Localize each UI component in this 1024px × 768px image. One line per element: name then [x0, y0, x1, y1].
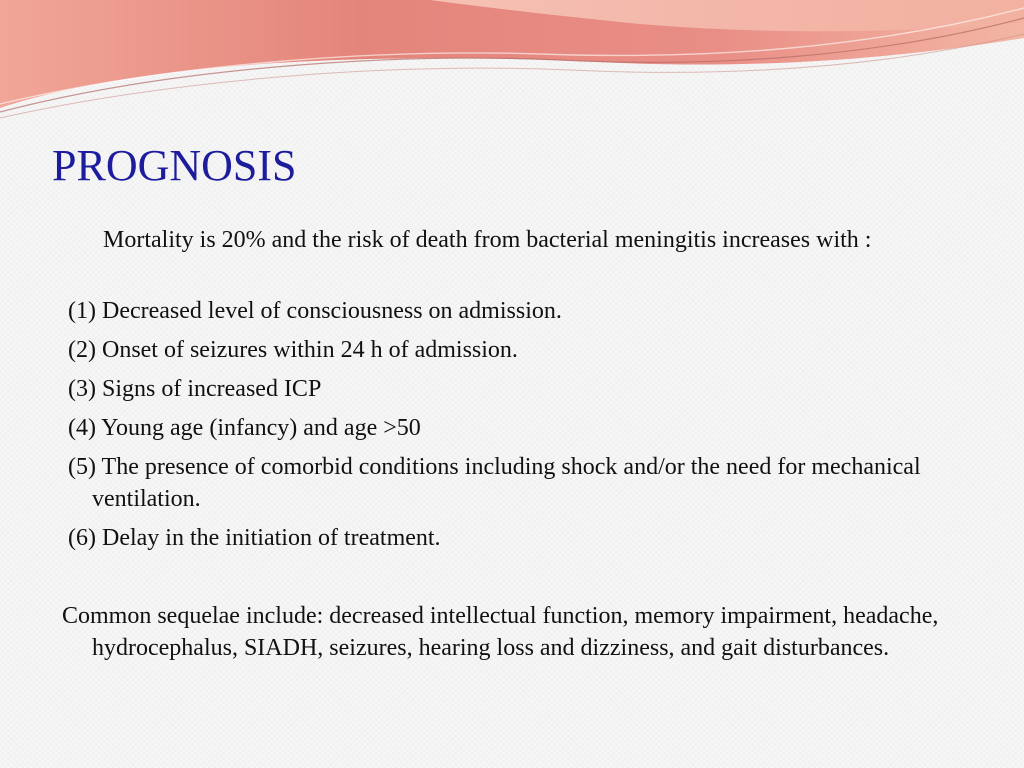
- intro-paragraph: [62, 224, 942, 256]
- list-item: (2) Onset of seizures within 24 h of admission.: [68, 337, 518, 363]
- list-item: (5) The presence of comorbid conditions including shock and/or the need for mechanical ventilation.: [68, 454, 921, 512]
- list-item: (6) Delay in the initiation of treatment.: [68, 525, 441, 551]
- intro-text: Mortality is 20% and the risk of death from bacterial meningitis increases with :: [103, 227, 872, 253]
- header-wave-decoration: [0, 0, 1024, 130]
- list-item: (4) Young age (infancy) and age >50: [68, 415, 421, 441]
- slide-title: PROGNOSIS: [52, 141, 297, 190]
- sequelae-paragraph: Common sequelae include: decreased intellectual function, memory impairment, headache, hydrocephalus, SIADH, seizures, hearing loss and dizziness, and gait disturbances.: [62, 603, 939, 661]
- list-item: (3) Signs of increased ICP: [68, 376, 322, 402]
- list-item: (1) Decreased level of consciousness on admission.: [68, 298, 562, 324]
